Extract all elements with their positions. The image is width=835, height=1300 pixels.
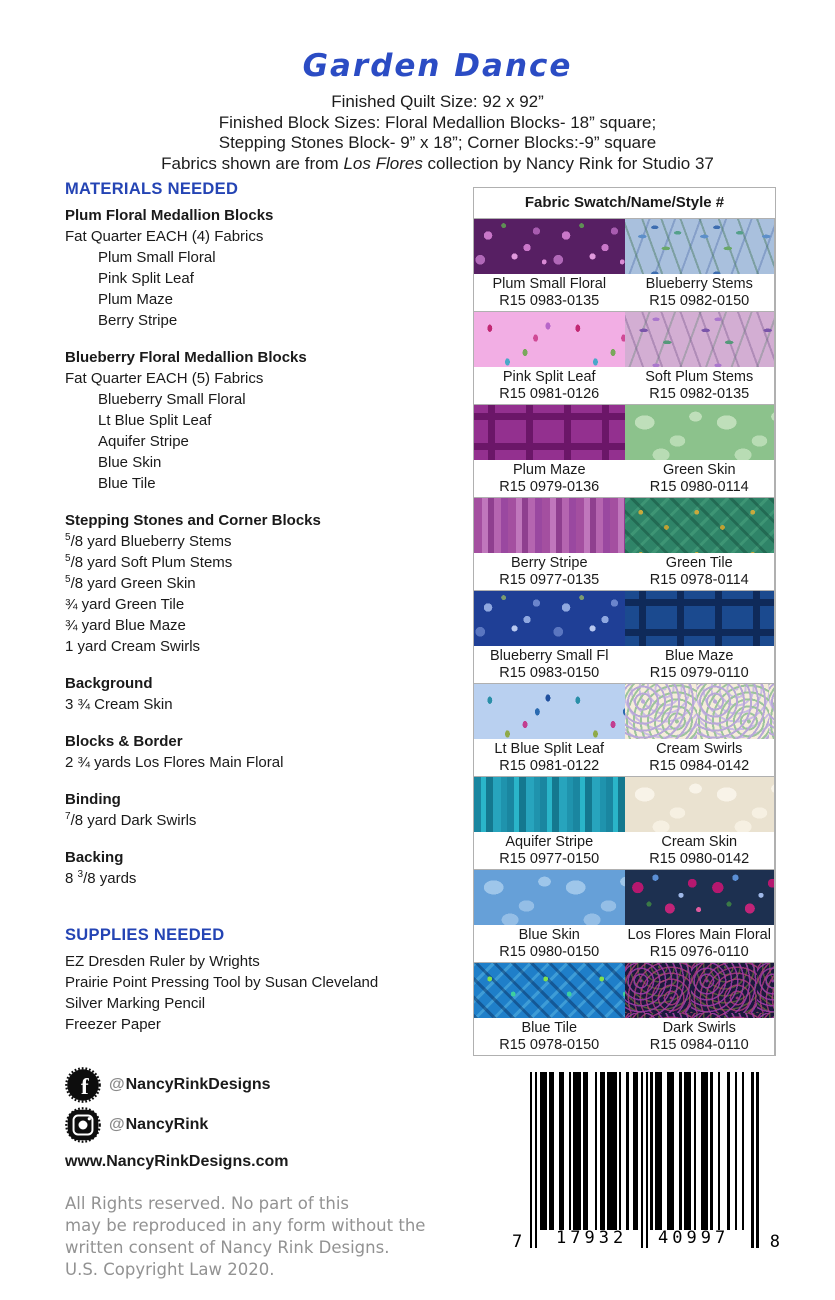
fabric-cell (474, 591, 625, 684)
materials-line: Plum Floral Medallion Blocks (65, 207, 274, 224)
materials-line: Stepping Stones and Corner Blocks (65, 512, 321, 529)
copyright-line: All Rights reserved. No part of this (65, 1194, 349, 1213)
materials-list (65, 205, 465, 889)
fabric-swatch (625, 312, 775, 367)
materials-line: $^5$/8 yard Blueberry Stems (65, 532, 232, 550)
fabric-cell (625, 591, 776, 684)
fabric-style-number: R15 0980-0114 (649, 479, 749, 495)
fabric-cell (474, 498, 625, 591)
fabric-swatch (474, 591, 625, 646)
fabric-cell (625, 219, 776, 312)
barcode-bar (756, 1072, 758, 1248)
spacer (65, 889, 465, 926)
materials-line (65, 331, 465, 347)
fabric-label (625, 274, 775, 311)
supplies-heading: SUPPLIES NEEDED (65, 926, 225, 944)
materials-line: Blocks & Border (65, 733, 183, 750)
fabric-label (625, 646, 775, 683)
fabric-cell (625, 684, 776, 777)
barcode-digit-group: 40997 (658, 1228, 730, 1248)
supplies-list (65, 951, 465, 1035)
subtitle-line: Finished Quilt Size: 92 x 92” (331, 92, 544, 111)
fabric-style-number: R15 0983-0150 (499, 665, 600, 681)
fabric-cell (625, 498, 776, 591)
instagram-icon (65, 1107, 101, 1143)
materials-line: 8 $^3$/8 yards (65, 869, 137, 887)
fabric-table-header: Fabric Swatch/Name/Style # (474, 188, 775, 219)
fabric-name: Plum Small Floral (492, 276, 607, 292)
fabric-label (625, 925, 775, 962)
upc-barcode (512, 1072, 780, 1258)
fabric-style-number: R15 0977-0135 (499, 572, 600, 588)
fabric-name: Blue Maze (664, 648, 734, 664)
fabric-label (474, 1018, 625, 1055)
subtitle-line: Stepping Stones Block- 9” x 18”; Corner Blocks:-9” square (218, 133, 657, 152)
materials-line: Lt Blue Split Leaf (98, 412, 212, 429)
materials-line: ¾ yard Blue Maze (65, 617, 186, 634)
fabric-name: Green Tile (665, 555, 733, 571)
fabric-name: Lt Blue Split Leaf (494, 741, 605, 757)
facebook-handle: @NancyRinkDesigns (109, 1076, 271, 1093)
fabric-style-number: R15 0982-0135 (649, 386, 750, 402)
fabric-swatch (474, 684, 625, 739)
fabric-style-number: R15 0980-0142 (649, 851, 750, 867)
fabric-label (625, 460, 775, 497)
fabric-name: Plum Maze (512, 462, 586, 478)
fabric-swatch (625, 870, 775, 925)
fabric-swatch (474, 219, 625, 274)
materials-line (65, 715, 465, 731)
materials-line: Pink Split Leaf (98, 270, 194, 287)
fabric-cell (625, 405, 776, 498)
fabric-label (474, 553, 625, 590)
materials-line: Background (65, 675, 153, 692)
fabric-cell (474, 777, 625, 870)
fabric-style-number: R15 0980-0150 (499, 944, 600, 960)
fabric-swatch (625, 498, 775, 553)
fabric-name: Berry Stripe (510, 555, 588, 571)
materials-line (65, 657, 465, 673)
materials-line: Blueberry Floral Medallion Blocks (65, 349, 307, 366)
fabric-style-number: R15 0979-0110 (649, 665, 749, 681)
fabric-label (474, 460, 625, 497)
copyright-line: U.S. Copyright Law 2020. (65, 1260, 275, 1279)
materials-line: Blueberry Small Floral (98, 391, 246, 408)
fabric-table (473, 187, 776, 1056)
instagram-row (65, 1105, 465, 1145)
materials-line: Backing (65, 849, 124, 866)
materials-line: 3 ¾ Cream Skin (65, 696, 173, 713)
fabric-label (474, 274, 625, 311)
fabric-table-grid (474, 219, 775, 1055)
fabric-style-number: R15 0982-0150 (649, 293, 750, 309)
supplies-item: EZ Dresden Ruler by Wrights (65, 953, 260, 970)
fabric-swatch (625, 219, 775, 274)
fabric-style-number: R15 0978-0114 (649, 572, 749, 588)
fabric-name: Green Skin (662, 462, 736, 478)
fabric-swatch (625, 405, 775, 460)
materials-line: Berry Stripe (98, 312, 178, 329)
fabric-name: Blueberry Stems (645, 276, 753, 292)
materials-line: $^5$/8 yard Green Skin (65, 574, 196, 592)
fabric-cell (474, 684, 625, 777)
fabric-name: Soft Plum Stems (645, 369, 754, 385)
instagram-handle: @NancyRink (109, 1116, 209, 1133)
website-url: www.NancyRinkDesigns.com (65, 1153, 289, 1170)
fabric-name: Cream Swirls (656, 741, 743, 757)
copyright-text (65, 1193, 465, 1281)
fabric-style-number: R15 0979-0136 (499, 479, 600, 495)
fabric-label (625, 1018, 775, 1055)
left-column (65, 180, 465, 1281)
fabric-label (474, 367, 625, 404)
fabric-swatch (474, 777, 625, 832)
fabric-style-number: R15 0981-0126 (499, 386, 600, 402)
materials-line (65, 831, 465, 847)
fabric-name: Dark Swirls (662, 1020, 736, 1036)
materials-heading: MATERIALS NEEDED (65, 180, 239, 198)
fabric-name: Los Flores Main Floral (627, 927, 771, 943)
fabric-swatch (474, 405, 625, 460)
materials-line: Blue Tile (98, 475, 156, 492)
materials-line: Blue Skin (98, 454, 162, 471)
fabric-swatch (625, 591, 775, 646)
fabric-cell (625, 777, 776, 870)
barcode-bars (530, 1072, 760, 1248)
fabric-label (625, 832, 775, 869)
fabric-cell (625, 312, 776, 405)
fabric-cell (474, 405, 625, 498)
barcode-digit-group: 7 (512, 1232, 523, 1252)
fabric-name: Blueberry Small Fl (490, 648, 609, 664)
barcode-digit-group: 17932 (556, 1228, 628, 1248)
svg-text:f: f (80, 1074, 89, 1100)
fabric-style-number: R15 0984-0142 (649, 758, 750, 774)
fabric-name: Pink Split Leaf (502, 369, 596, 385)
fabric-swatch (474, 498, 625, 553)
fabric-label (474, 832, 625, 869)
fabric-style-number: R15 0976-0110 (649, 944, 749, 960)
materials-line: $^7$/8 yard Dark Swirls (65, 811, 197, 829)
fabric-style-number: R15 0981-0122 (499, 758, 600, 774)
fabric-cell (625, 963, 776, 1055)
fabric-style-number: R15 0977-0150 (499, 851, 600, 867)
supplies-item: Prairie Point Pressing Tool by Susan Cleveland (65, 974, 379, 991)
fabric-cell (474, 870, 625, 963)
materials-line: ¾ yard Green Tile (65, 596, 185, 613)
materials-line: Plum Maze (98, 291, 174, 308)
fabric-name: Blue Tile (521, 1020, 578, 1036)
fabric-label (625, 367, 775, 404)
supplies-item: Silver Marking Pencil (65, 995, 206, 1012)
fabric-swatch (625, 777, 775, 832)
fabric-name: Blue Skin (518, 927, 580, 943)
barcode-digit-group: 8 (769, 1232, 780, 1252)
materials-line (65, 773, 465, 789)
materials-line: Binding (65, 791, 121, 808)
materials-line: Fat Quarter EACH (4) Fabrics (65, 228, 264, 245)
fabric-cell (625, 870, 776, 963)
page-title: Garden Dance (302, 48, 573, 84)
materials-line (65, 494, 465, 510)
fabric-style-number: R15 0978-0150 (499, 1037, 600, 1053)
materials-line: Aquifer Stripe (98, 433, 189, 450)
fabric-name: Cream Skin (661, 834, 738, 850)
fabric-swatch (625, 684, 775, 739)
header (60, 48, 815, 174)
materials-line: 2 ¾ yards Los Flores Main Floral (65, 754, 284, 771)
materials-line: Fat Quarter EACH (5) Fabrics (65, 370, 264, 387)
materials-line: Plum Small Floral (98, 249, 216, 266)
subtitle-line: Finished Block Sizes: Floral Medallion Blocks- 18” square; (218, 112, 657, 132)
fabric-style-number: R15 0984-0110 (649, 1037, 749, 1053)
fabric-label (474, 739, 625, 776)
fabric-cell (474, 219, 625, 312)
fabric-name: Aquifer Stripe (505, 834, 594, 850)
fabric-label (474, 925, 625, 962)
fabric-cell (474, 312, 625, 405)
facebook-icon (65, 1067, 101, 1103)
materials-line: $^5$/8 yard Soft Plum Stems (65, 553, 233, 571)
copyright-line: may be reproduced in any form without the (65, 1216, 426, 1235)
copyright-line: written consent of Nancy Rink Designs. (65, 1238, 390, 1257)
materials-line: 1 yard Cream Swirls (65, 638, 201, 655)
subtitle-fabrics-line: Fabrics shown are from Los Flores collection by Nancy Rink for Studio 37 (161, 153, 714, 173)
fabric-label (625, 553, 775, 590)
fabric-swatch (474, 870, 625, 925)
facebook-row (65, 1065, 465, 1105)
fabric-label (474, 646, 625, 683)
fabric-cell (474, 963, 625, 1055)
fabric-label (625, 739, 775, 776)
supplies-item: Freezer Paper (65, 1016, 161, 1033)
fabric-swatch (625, 963, 775, 1018)
fabric-swatch (474, 963, 625, 1018)
fabric-style-number: R15 0983-0135 (499, 293, 600, 309)
fabric-swatch (474, 312, 625, 367)
social-block (65, 1065, 465, 1171)
